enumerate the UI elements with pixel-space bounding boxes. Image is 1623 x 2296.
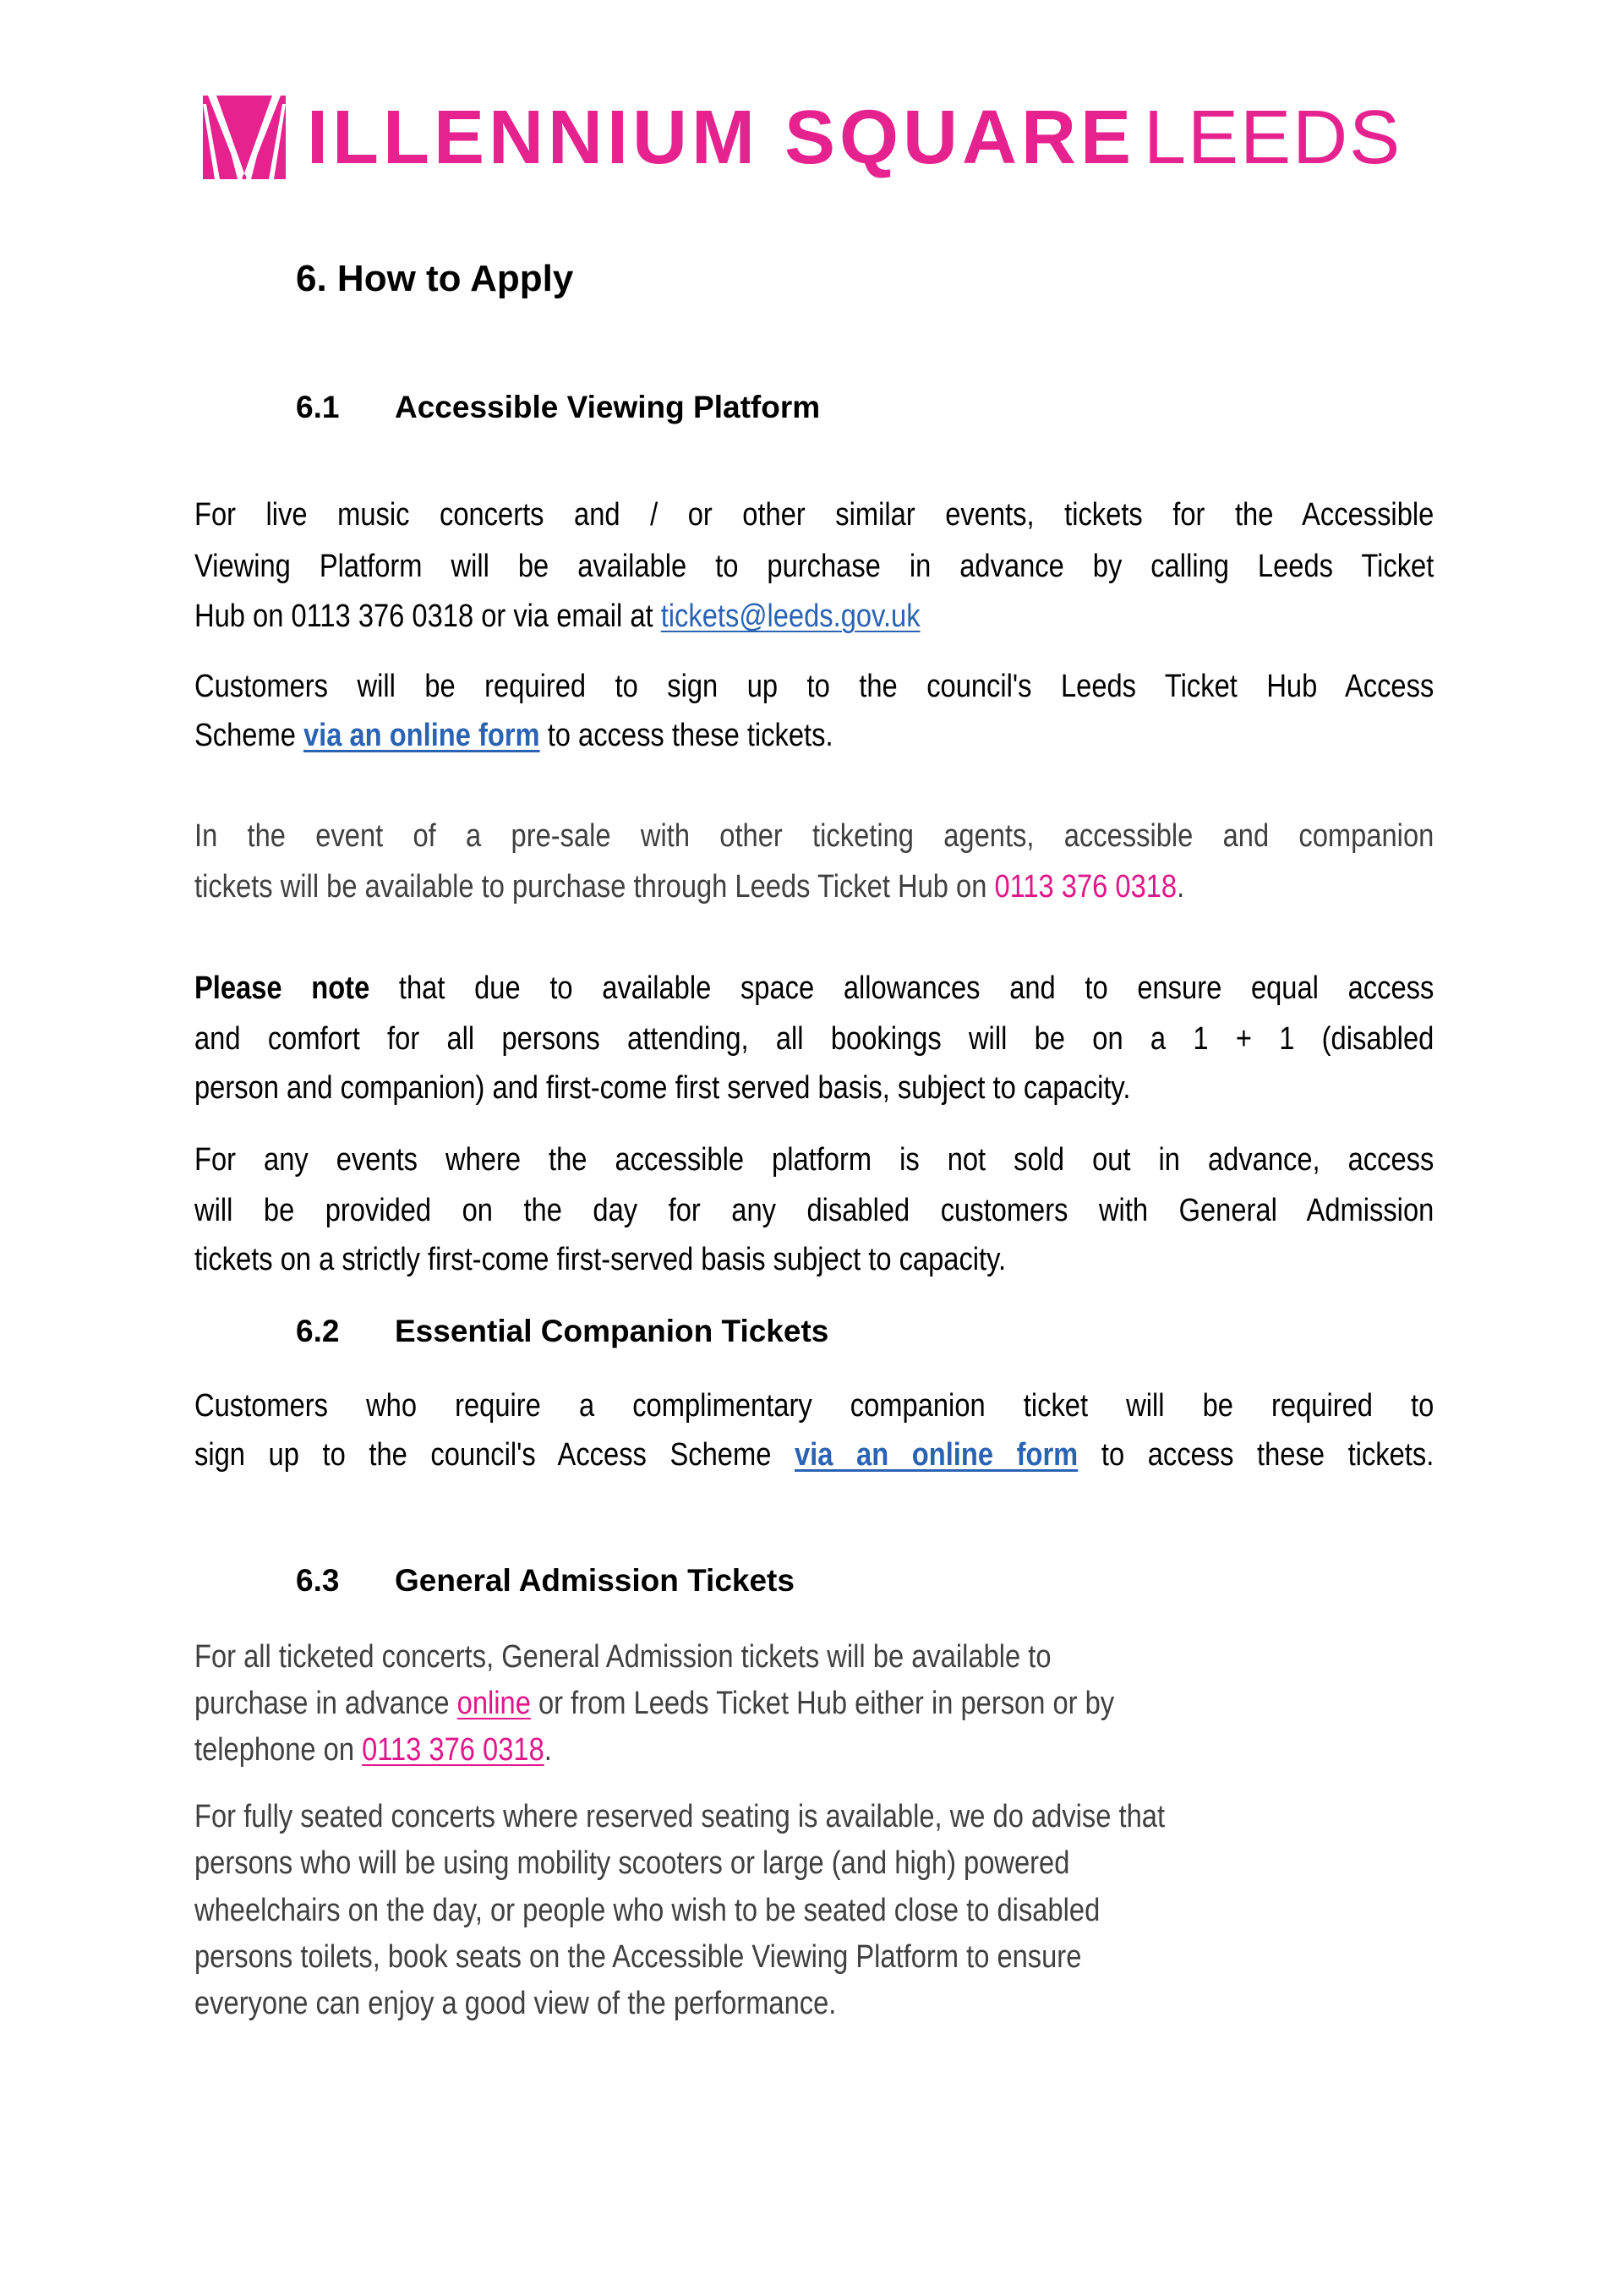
phone-number: 0113 376 0318 [994,869,1178,905]
text-segment: or from Leeds Ticket Hub either in person or by [530,1686,1115,1721]
text-line [194,598,921,635]
logo-text-bold: ILLENNIUM SQUARE [307,96,1135,180]
text-segment: to access these tickets. [539,718,833,753]
text-segment: telephone on [194,1732,363,1768]
text-segment: to access these tickets. [1078,1437,1434,1473]
text-line [194,868,1184,905]
text-line: and comfort for all persons attending, all bookings will be on a 1 + 1 (disabled [194,1021,1434,1057]
text-segment: . [1177,869,1185,905]
text-line: Customers will be required to sign up to the council's Leeds Ticket Hub Access [194,669,1434,704]
online-form-link[interactable]: via an online form [794,1437,1079,1473]
online-form-link[interactable]: via an online form [303,718,540,753]
text-line: For all ticketed concerts, General Admission tickets will be available to [194,1639,1052,1675]
text-segment: . [544,1732,552,1768]
text-line: For live music concerts and / or other similar events, tickets for the Accessible [194,497,1434,533]
text-line [194,1731,552,1768]
text-segment: sign up to the council's Access Scheme [194,1437,795,1473]
text-segment: that due to available space allowances and to ensure equal access [369,970,1434,1006]
section-heading-accessible-viewing-platform: Accessible Viewing Platform [395,390,821,424]
text-line: everyone can enjoy a good view of the performance. [194,1986,837,2021]
text-line [194,970,1434,1007]
text-line: persons toilets, book seats on the Accessible Viewing Platform to ensure [194,1939,1082,1975]
please-note-label: Please note [194,970,370,1006]
text-line: In the event of a pre-sale with other ticketing agents, accessible and companion [194,818,1434,854]
m-logo-icon [203,96,286,179]
page-title: 6. How to Apply [296,258,574,299]
logo-text-light: LEEDS [1144,96,1402,180]
text-line: Customers who require a complimentary companion ticket will be required to [194,1388,1434,1424]
phone-link[interactable]: 0113 376 0318 [362,1732,544,1768]
text-line: tickets on a strictly first-come first-served basis subject to capacity. [194,1242,1007,1277]
section-number-6-1: 6.1 [296,390,340,424]
text-line: wheelchairs on the day, or people who wish to be seated close to disabled [194,1893,1101,1928]
email-link[interactable]: tickets@leeds.gov.uk [660,599,921,634]
text-line: will be provided on the day for any disabled customers with General Admission [194,1193,1434,1228]
text-segment: Hub on 0113 376 0318 or via email at [194,599,661,634]
text-line [194,1436,1434,1473]
logo-wordmark [307,96,1402,180]
text-line: persons who will be using mobility scooters or large (and high) powered [194,1845,1070,1881]
text-segment: tickets will be available to purchase through Leeds Ticket Hub on [194,869,995,905]
section-heading-essential-companion-tickets: Essential Companion Tickets [395,1314,829,1348]
text-line: For fully seated concerts where reserved seating is available, we do advise that [194,1799,1166,1834]
text-line: Viewing Platform will be available to purchase in advance by calling Leeds Ticket [194,549,1434,584]
text-line: person and companion) and first-come first served basis, subject to capacity. [194,1070,1131,1106]
section-number-6-2: 6.2 [296,1314,340,1348]
text-line [194,1685,1114,1722]
section-number-6-3: 6.3 [296,1563,340,1598]
text-line [194,717,833,754]
text-segment: Scheme [194,718,303,753]
text-segment: purchase in advance [194,1686,457,1721]
text-line: For any events where the accessible platform is not sold out in advance, access [194,1142,1434,1178]
section-heading-general-admission-tickets: General Admission Tickets [395,1563,795,1598]
online-link[interactable]: online [456,1686,531,1721]
